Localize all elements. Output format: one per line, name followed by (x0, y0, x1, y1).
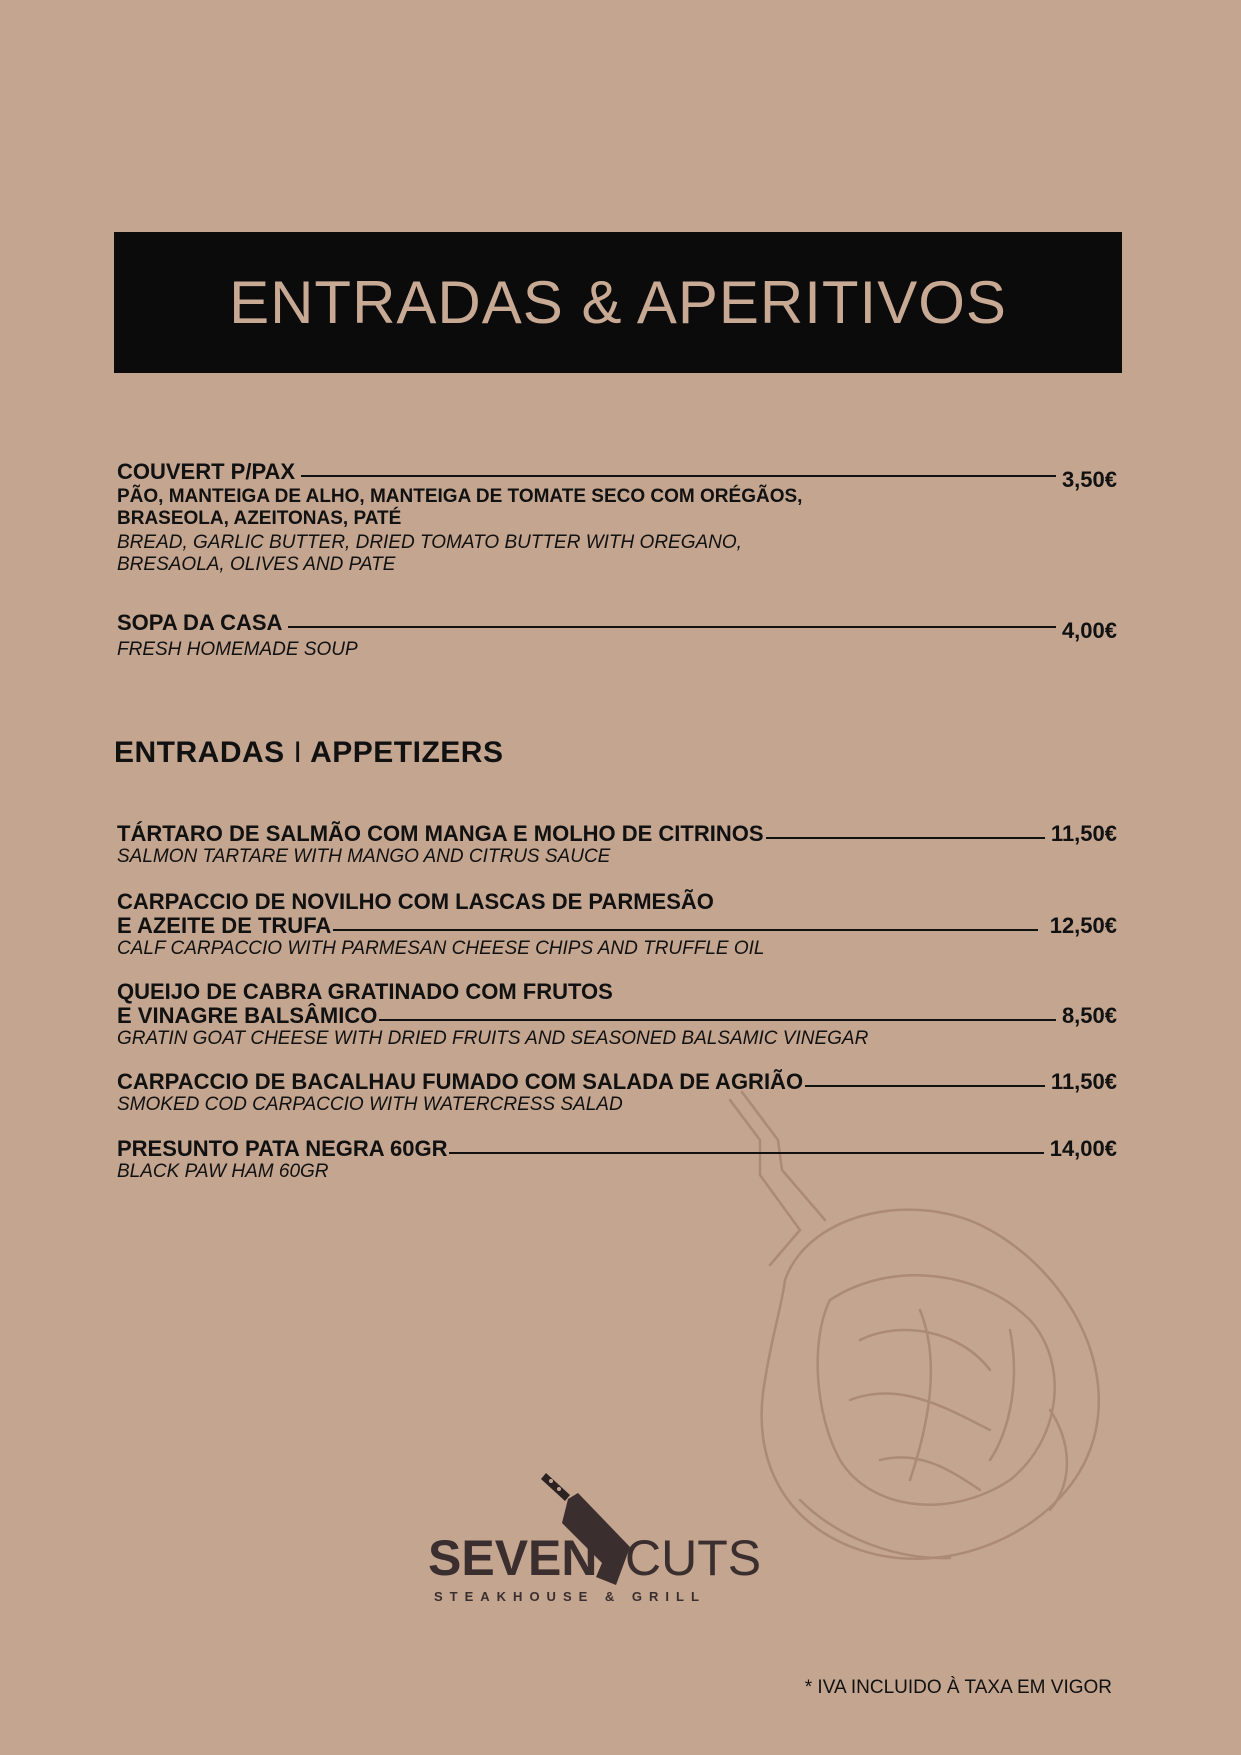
section-title-en: APPETIZERS (310, 736, 504, 769)
item-name: QUEIJO DE CABRA GRATINADO COM FRUTOS (117, 979, 613, 1004)
item-price: 11,50€ (1050, 1069, 1117, 1094)
dotted-leader (379, 1019, 1056, 1021)
dotted-leader (288, 626, 1056, 628)
menu-item-appetizer (117, 1137, 1117, 1183)
item-description-pt: PÃO, MANTEIGA DE ALHO, MANTEIGA DE TOMATE SECO COM ORÉGÃOS, (117, 486, 803, 507)
item-price: 14,00€ (1049, 1136, 1117, 1161)
menu-item-header (117, 822, 1117, 846)
item-description-en: GRATIN GOAT CHEESE WITH DRIED FRUITS AND SEASONED BALSAMIC VINEGAR (117, 1028, 869, 1049)
menu-item-header (117, 1070, 1117, 1094)
section-title-separator: I (293, 736, 303, 769)
menu-item-appetizer (117, 890, 1117, 960)
item-description-en: BREAD, GARLIC BUTTER, DRIED TOMATO BUTTER WITH OREGANO, (117, 532, 742, 553)
menu-item-header (117, 610, 1117, 643)
menu-item-soup (117, 611, 1117, 661)
item-description-en: BRESAOLA, OLIVES AND PATE (117, 554, 396, 575)
seven-cuts-logo (420, 1465, 780, 1615)
logo-tagline: STEAKHOUSE & GRILL (434, 1589, 706, 1604)
item-name: CARPACCIO DE BACALHAU FUMADO COM SALADA DE AGRIÃO (117, 1069, 804, 1094)
section-title (114, 736, 503, 770)
logo-word-cuts: CUTS (625, 1530, 762, 1586)
menu-item-appetizer (117, 1070, 1117, 1116)
dotted-leader (301, 475, 1056, 477)
menu-item-appetizer (117, 822, 1117, 868)
page-title: ENTRADAS & APERITIVOS (229, 269, 1007, 336)
menu-item-header (117, 459, 1117, 492)
title-banner (114, 232, 1122, 373)
item-price: 12,50€ (1049, 913, 1117, 938)
item-name: TÁRTARO DE SALMÃO COM MANGA E MOLHO DE CITRINOS (117, 821, 764, 846)
dotted-leader (766, 837, 1045, 839)
item-price: 11,50€ (1050, 821, 1117, 846)
menu-item-header (117, 914, 1117, 938)
item-name: COUVERT P/PAX (117, 459, 296, 484)
menu-item-couvert (117, 460, 1117, 576)
item-name: PRESUNTO PATA NEGRA 60GR (117, 1136, 448, 1161)
menu-item-header (117, 1137, 1117, 1161)
dotted-leader (805, 1085, 1045, 1087)
item-description-en: FRESH HOMEMADE SOUP (117, 639, 358, 660)
item-description-en: SALMON TARTARE WITH MANGO AND CITRUS SAUCE (117, 846, 611, 867)
section-title-pt: ENTRADAS (114, 736, 285, 769)
item-name: E VINAGRE BALSÂMICO (117, 1003, 378, 1028)
item-description-en: SMOKED COD CARPACCIO WITH WATERCRESS SALAD (117, 1094, 623, 1115)
menu-item-appetizer (117, 980, 1117, 1050)
item-description-en: CALF CARPACCIO WITH PARMESAN CHEESE CHIPS AND TRUFFLE OIL (117, 938, 765, 959)
item-name: SOPA DA CASA (117, 610, 283, 635)
item-price: 8,50€ (1061, 1003, 1117, 1028)
dotted-leader (449, 1152, 1043, 1154)
menu-item-header (117, 1004, 1117, 1028)
item-price: 3,50€ (1061, 467, 1117, 492)
item-description-pt: BRASEOLA, AZEITONAS, PATÉ (117, 508, 402, 529)
dotted-leader (333, 929, 1037, 931)
item-description-en: BLACK PAW HAM 60GR (117, 1161, 329, 1182)
item-price: 4,00€ (1061, 618, 1117, 643)
tax-footnote: * IVA INCLUIDO À TAXA EM VIGOR (804, 1677, 1112, 1698)
logo-word-seven: SEVEN (428, 1530, 598, 1586)
item-name: E AZEITE DE TRUFA (117, 913, 332, 938)
item-name: CARPACCIO DE NOVILHO COM LASCAS DE PARMESÃO (117, 889, 714, 914)
